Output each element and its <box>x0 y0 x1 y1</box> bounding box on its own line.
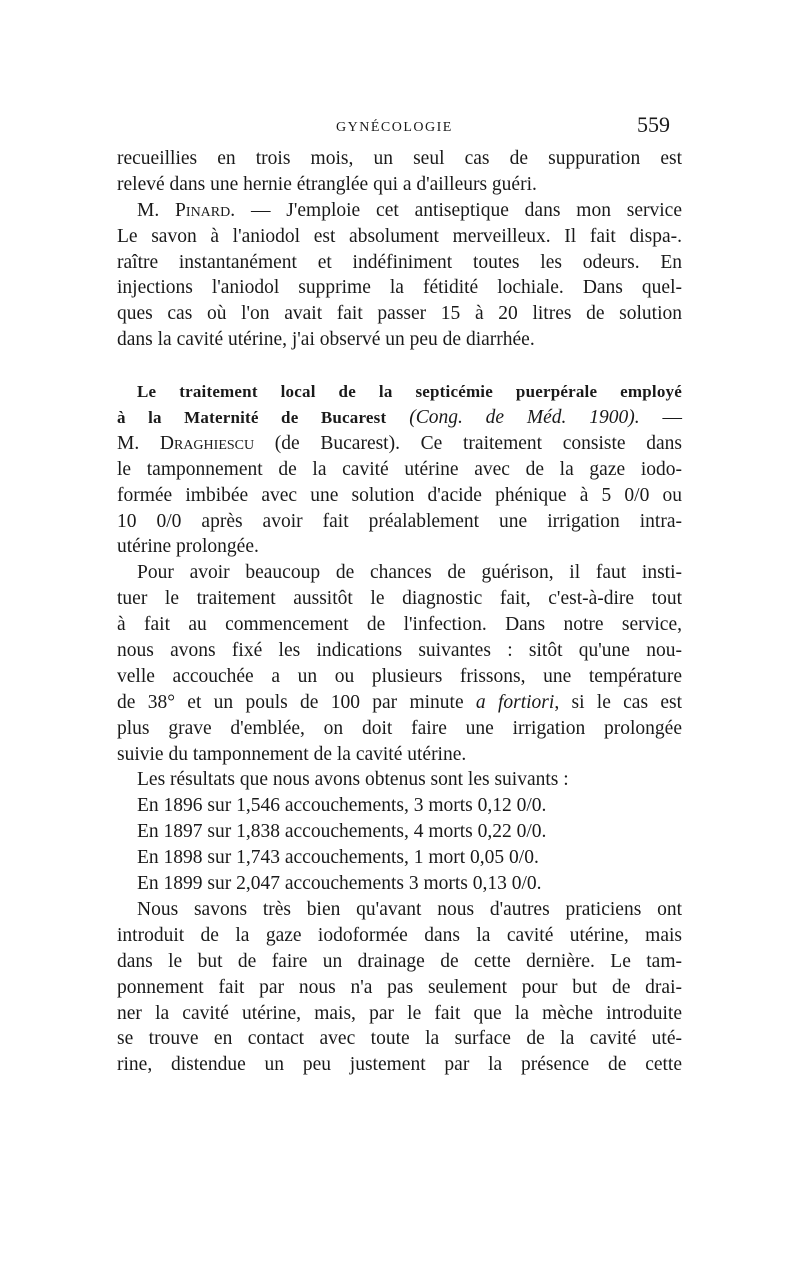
section-gap <box>117 353 682 379</box>
text-line <box>117 405 682 431</box>
text-fragment: (de Bucarest). Ce traitement consiste dans <box>254 432 682 454</box>
text-line: introduit de la gaze iodoformée dans la cavité utérine, mais <box>117 924 682 946</box>
running-head <box>118 112 680 142</box>
author-name: M. Draghiescu <box>117 432 255 454</box>
text-line: formée imbibée avec une solution d'acide phénique à 5 0/0 ou <box>117 484 682 506</box>
text-line: se trouve en contact avec toute la surface de la cavité uté- <box>117 1028 682 1050</box>
text-fragment: — <box>639 407 682 429</box>
text-line: 10 0/0 après avoir fait préalablement une irrigation intra- <box>117 510 682 532</box>
text-line: recueillies en trois mois, un seul cas de suppuration est <box>117 148 682 169</box>
text-line: suivie du tamponnement de la cavité utérine. <box>117 743 467 765</box>
result-row: En 1899 sur 2,047 accouchements 3 morts 0,13 0/0. <box>137 873 542 895</box>
text-line: nous avons fixé les indications suivantes : sitôt qu'une nou- <box>117 640 682 662</box>
section-heading: Le traitement local de la septicémie puerpérale employé <box>137 382 682 402</box>
text-line: Pour avoir beaucoup de chances de guérison, il faut insti- <box>137 562 682 584</box>
text-line: ner la cavité utérine, mais, par le fait que la mèche introduite <box>117 1002 682 1024</box>
text-line: plus grave d'emblée, on doit faire une irrigation prolongée <box>117 717 682 739</box>
text-line: ponnement fait par nous n'a pas seulement pour but de drai- <box>117 976 682 998</box>
citation: (Cong. de Méd. 1900). <box>409 407 640 429</box>
result-row: En 1897 sur 1,838 accouchements, 4 morts 0,22 0/0. <box>137 821 547 843</box>
text-line: injections l'aniodol supprime la fétidité lochiale. Dans quel- <box>117 277 682 299</box>
speaker-name: M. Pinard. <box>137 199 236 221</box>
text-line <box>117 431 682 457</box>
result-row: En 1898 sur 1,743 accouchements, 1 mort 0,05 0/0. <box>137 847 539 869</box>
text-line: tuer le traitement aussitôt le diagnostic fait, c'est-à-dire tout <box>117 588 682 610</box>
text-fragment: , si le cas est <box>554 691 683 713</box>
running-title: GYNÉCOLOGIE <box>336 120 453 135</box>
text-line: Les résultats que nous avons obtenus sont les suivants : <box>137 769 569 791</box>
text-fragment: de 38° et un pouls de 100 par minute <box>117 691 476 713</box>
text-line <box>117 690 682 716</box>
text-line: raître instantanément et indéfiniment toutes les odeurs. En <box>117 251 682 273</box>
text-line: dans la cavité utérine, j'ai observé un peu de diarrhée. <box>117 329 535 351</box>
page-number: 559 <box>637 112 670 137</box>
italic-phrase: a fortiori <box>475 691 555 713</box>
text-fragment: — J'emploie cet antiseptique dans mon service <box>235 199 682 221</box>
text-line: utérine prolongée. <box>117 536 259 558</box>
text-line: le tamponnement de la cavité utérine avec de la gaze iodo- <box>117 458 682 480</box>
result-row: En 1896 sur 1,546 accouchements, 3 morts 0,12 0/0. <box>137 795 547 817</box>
text-line: à fait au commencement de l'infection. Dans notre service, <box>117 614 682 636</box>
text-line: velle accouchée a un ou plusieurs frissons, une température <box>117 665 682 687</box>
section-heading-continued: à la Maternité de Bucarest <box>117 408 387 428</box>
text-line: rine, distendue un peu justement par la présence de cette <box>117 1054 682 1076</box>
text-line: relevé dans une hernie étranglée qui a d'ailleurs guéri. <box>117 173 537 195</box>
text-line: ques cas où l'on avait fait passer 15 à 20 litres de solution <box>117 303 682 325</box>
text-line: dans le but de faire un drainage de cette dernière. Le tam- <box>117 950 682 972</box>
text-line: Nous savons très bien qu'avant nous d'autres praticiens ont <box>137 898 682 920</box>
body-text <box>117 146 682 1078</box>
text-line: Le savon à l'aniodol est absolument merveilleux. Il fait dispa-. <box>117 225 682 247</box>
text-line <box>117 198 682 224</box>
